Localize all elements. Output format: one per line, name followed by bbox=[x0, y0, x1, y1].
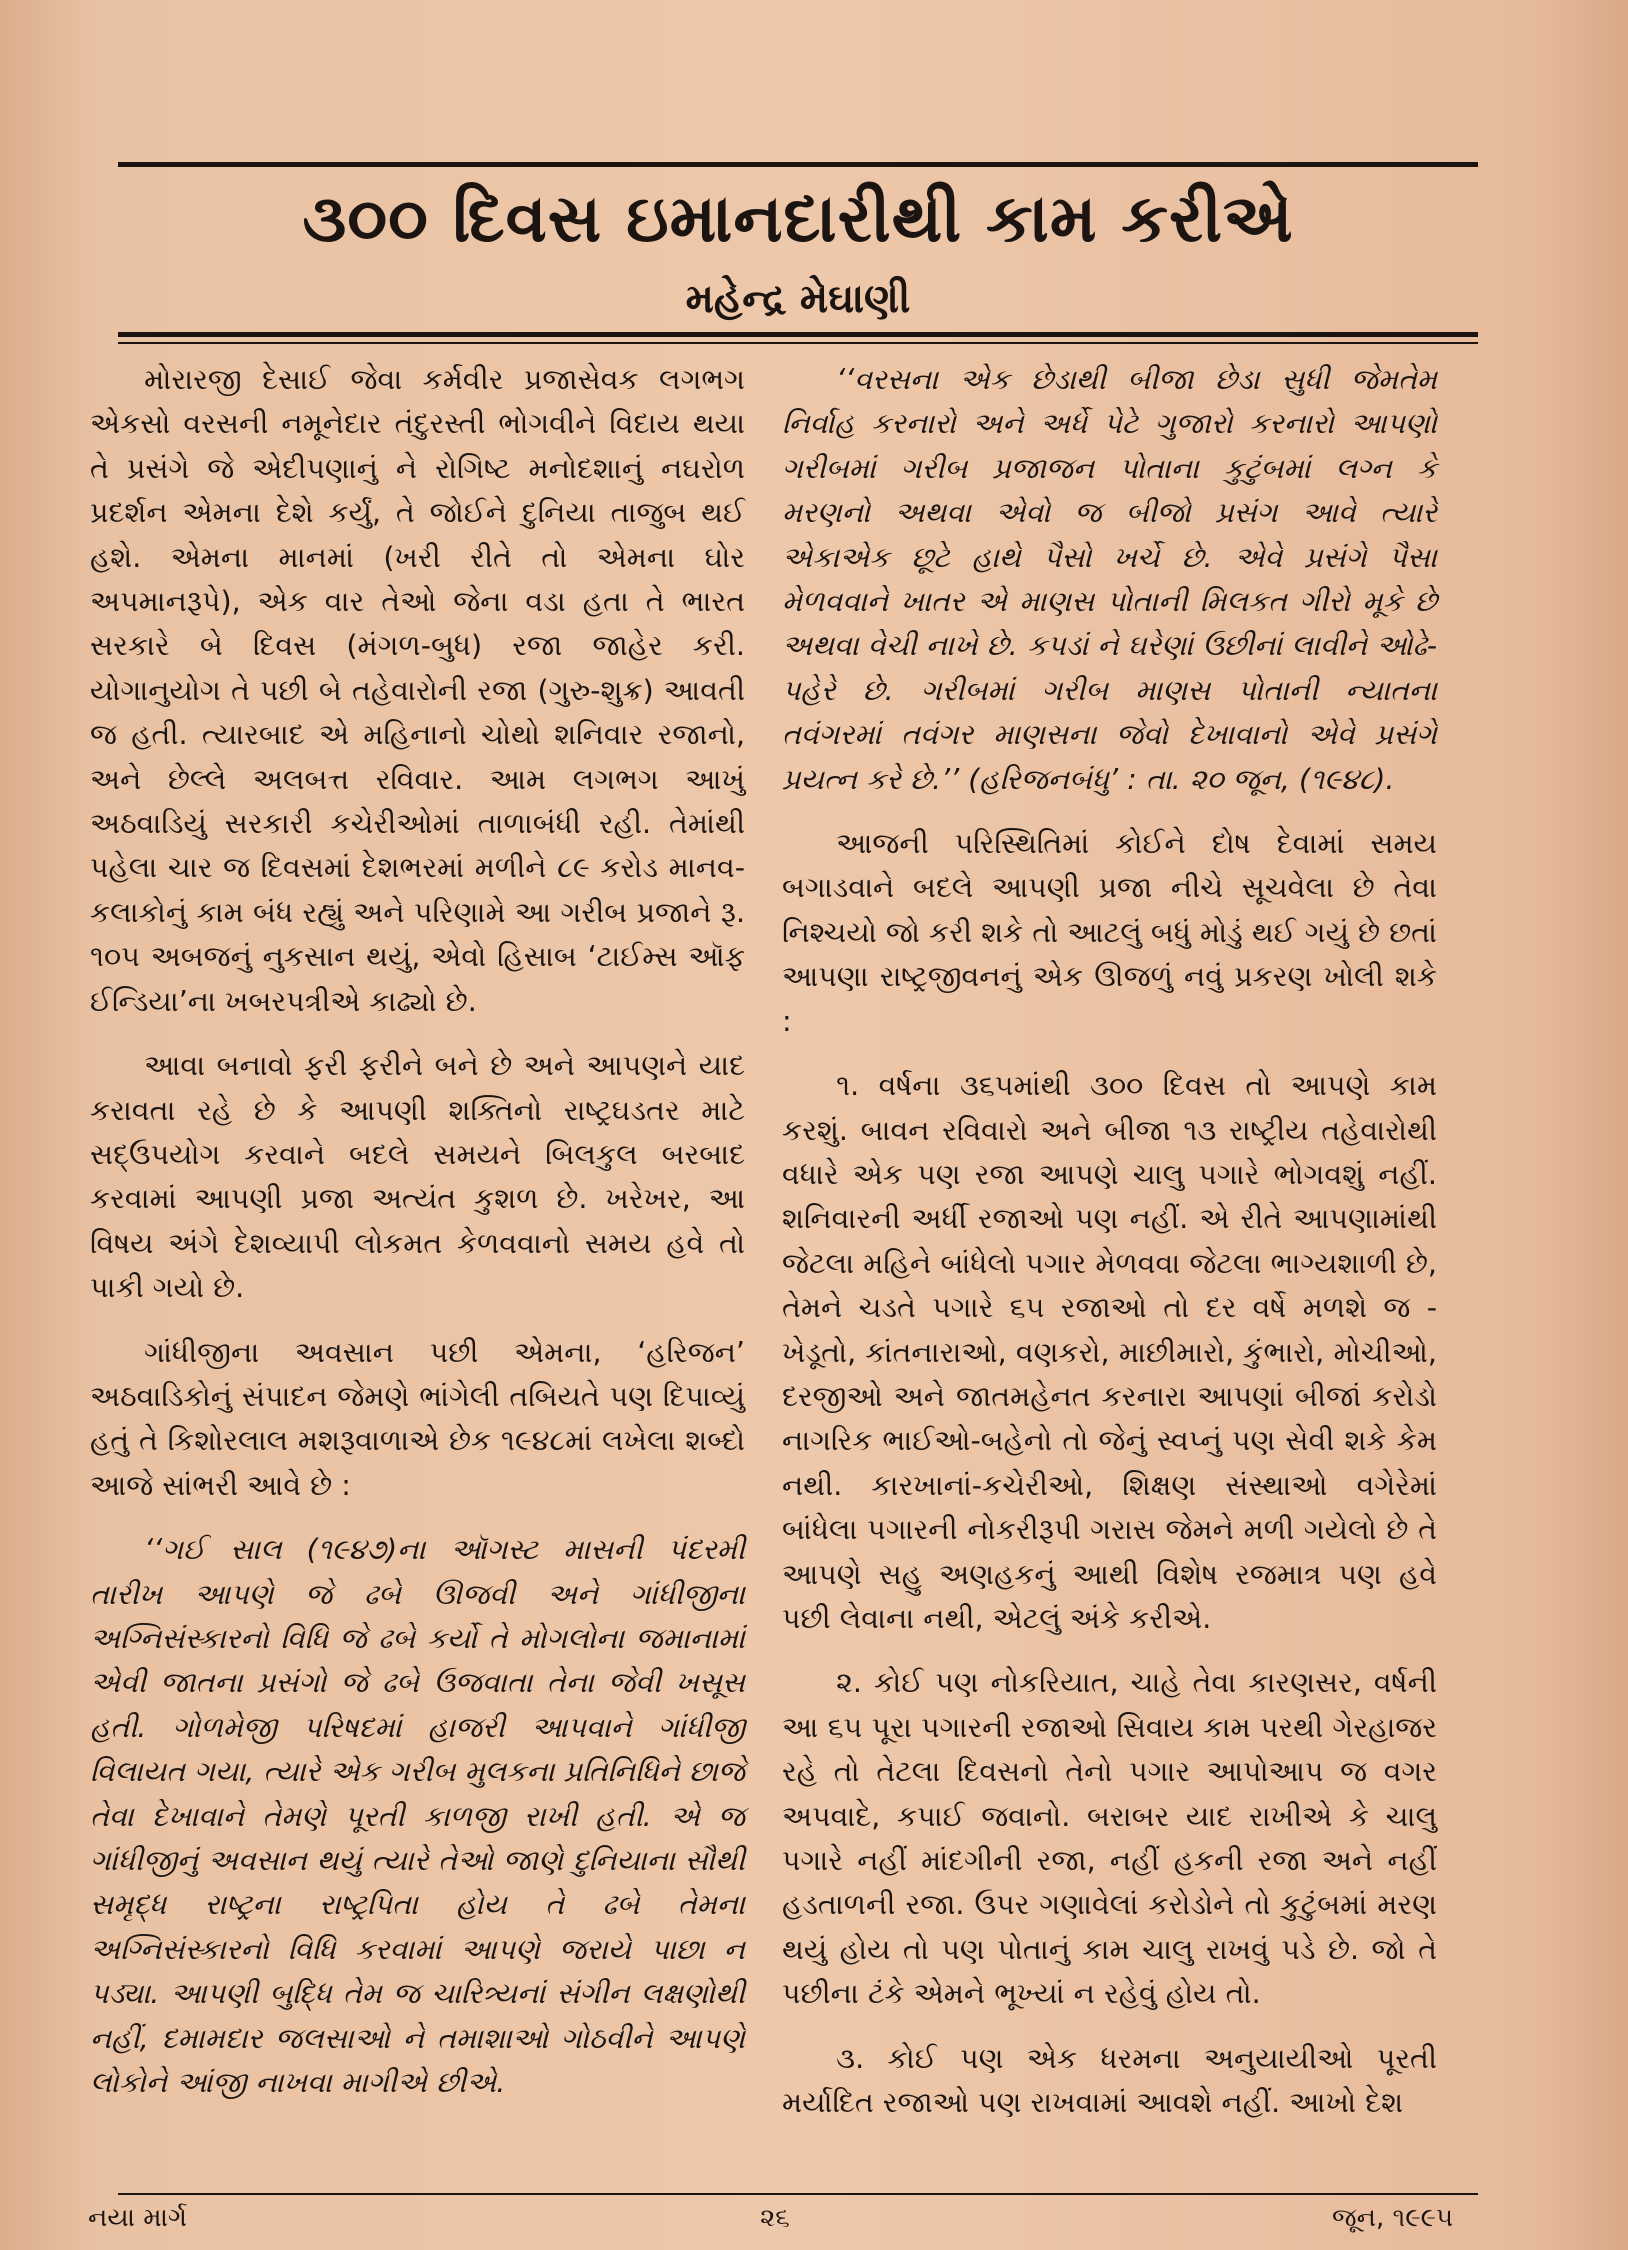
footer-date: જૂન, ૧૯૯૫ bbox=[1332, 2203, 1454, 2233]
footer-rule bbox=[118, 2193, 1478, 2195]
paragraph: મોરારજી દેસાઈ જેવા કર્મવીર પ્રજાસેવક લગભગ એકસો વરસની નમૂનેદાર તંદુરસ્તી ભોગવીને વિદાય થયા તે પ્રસંગે જે એદીપણાનું ને રોગિષ્ટ મનોદશાનું નઘરોળ પ્રદર્શન એમના દેશે કર્યું, તે જોઈને દુનિયા તાજુબ થઈ હશે. એમના માનમાં (ખરી રીતે તો એમના ઘોર અપમાનરૂપે), એક વાર તેઓ જેના વડા હતા તે ભારત સરકારે બે દિવસ (મંગળ-બુધ) રજા જાહેર કરી. યોગાનુયોગ તે પછી બે તહેવારોની રજા (ગુરુ-શુક્ર) આવતી જ હતી. ત્યારબાદ એ મહિનાનો ચોથો શનિવાર રજાનો, અને છેલ્લે અલબત્ત રવિવાર. આમ લગભગ આખું અઠવાડિયું સરકારી કચેરીઓમાં તાળાબંધી રહી. તેમાંથી પહેલા ચાર જ દિવસમાં દેશભરમાં મળીને ૮૯ કરોડ માનવ-કલાકોનું કામ બંધ રહ્યું અને પરિણામે આ ગરીબ પ્રજાને રૂ. ૧૦૫ અબજનું નુકસાન થયું, એવો હિસાબ ‘ટાઈમ્સ ઑફ ઈન્ડિયા’ના ખબરપત્રીએ કાઢ્યો છે. bbox=[90, 363, 745, 1018]
header-rule-thin bbox=[118, 342, 1478, 344]
paragraph: ૧. વર્ષના ૩૬૫માંથી ૩૦૦ દિવસ તો આપણે કામ કરશું. બાવન રવિવારો અને બીજા ૧૩ રાષ્ટ્રીય તહેવારોથી વધારે એક પણ રજા આપણે ચાલુ પગારે ભોગવશું નહીં. શનિવારની અર્ધી રજાઓ પણ નહીં. એ રીતે આપણામાંથી જેટલા મહિને બાંધેલો પગાર મેળવવા જેટલા ભાગ્યશાળી છે, તેમને ચડતે પગારે ૬૫ રજાઓ તો દર વર્ષે મળશે જ - ખેડૂતો, કાંતનારાઓ, વણકરો, માછીમારો, કુંભારો, મોચીઓ, દરજીઓ અને જાતમહેનત કરનારા આપણાં બીજાં કરોડો નાગરિક ભાઈઓ-બહેનો તો જેનું સ્વપ્નું પણ સેવી શકે કેમ નથી. કારખાનાં-કચેરીઓ, શિક્ષણ સંસ્થાઓ વગેરેમાં બાંધેલા પગારની નોકરીરૂપી ગરાસ જેમને મળી ગયેલો છે તે આપણે સહુ અણહકનું આથી વિશેષ રજમાત્ર પણ હવે પછી લેવાના નથી, એટલું અંકે કરીએ. bbox=[782, 1069, 1437, 1635]
paragraph: આવા બનાવો ફરી ફરીને બને છે અને આપણને યાદ કરાવતા રહે છે કે આપણી શક્તિનો રાષ્ટ્રઘડતર માટે સદ્ઉપયોગ કરવાને બદલે સમયને બિલકુલ બરબાદ કરવામાં આપણી પ્રજા અત્યંત કુશળ છે. ખરેખર, આ વિષય અંગે દેશવ્યાપી લોકમત કેળવવાનો સમય હવે તો પાકી ગયો છે. bbox=[90, 1049, 745, 1305]
paragraph: ૨. કોઈ પણ નોકરિયાત, ચાહે તેવા કારણસર, વર્ષની આ ૬૫ પૂરા પગારની રજાઓ સિવાય કામ પરથી ગેરહાજર રહે તો તેટલા દિવસનો તેનો પગાર આપોઆપ જ વગર અપવાદે, કપાઈ જવાનો. બરાબર યાદ રાખીએ કે ચાલુ પગારે નહીં માંદગીની રજા, નહીં હકની રજા અને નહીં હડતાળની રજા. ઉપર ગણાવેલાં કરોડોને તો કુટુંબમાં મરણ થયું હોય તો પણ પોતાનું કામ ચાલુ રાખવું પડે છે. જો તે પછીના ટંકે એમને ભૂખ્યાં ન રહેવું હોય તો. bbox=[782, 1666, 1437, 2011]
quote-paragraph: ‘‘વરસના એક છેડાથી બીજા છેડા સુધી જેમતેમ નિર્વાહ કરનારો અને અર્ધે પેટે ગુજારો કરનારો આપણો ગરીબમાં ગરીબ પ્રજાજન પોતાના કુટુંબમાં લગ્ન કે મરણનો અથવા એવો જ બીજો પ્રસંગ આવે ત્યારે એકાએક છૂટે હાથે પૈસો ખર્ચે છે. એવે પ્રસંગે પૈસા મેળવવાને ખાતર એ માણસ પોતાની મિલકત ગીરો મૂકે છે અથવા વેચી નાખે છે. કપડાં ને ઘરેણાં ઉછીનાં લાવીને ઓઢે-પહેરે છે. ગરીબમાં ગરીબ માણસ પોતાની ન્યાતના તવંગરમાં તવંગર માણસના જેવો દેખાવાનો એવે પ્રસંગે પ્રયત્ન કરે છે.’’ (હરિજનબંધુ’ : તા. ૨૦ જૂન, (૧૯૪૮). bbox=[782, 363, 1437, 796]
article-author: મહેન્દ્ર મેઘાણી bbox=[685, 276, 911, 322]
paragraph: ગાંધીજીના અવસાન પછી એમના, ‘હરિજન’ અઠવાડિકોનું સંપાદન જેમણે ભાંગેલી તબિયતે પણ દિપાવ્યું હતું તે કિશોરલાલ મશરૂવાળાએ છેક ૧૯૪૮માં લખેલા શબ્દો આજે સાંભરી આવે છે : bbox=[90, 1335, 745, 1502]
paragraph: આજની પરિસ્થિતિમાં કોઈને દોષ દેવામાં સમય બગાડવાને બદલે આપણી પ્રજા નીચે સૂચવેલા છે તેવા નિશ્ચયો જો કરી શકે તો આટલું બધું મોડું થઈ ગયું છે છતાં આપણા રાષ્ટ્રજીવનનું એક ઊજળું નવું પ્રકરણ ખોલી શકે : bbox=[782, 827, 1437, 1038]
paragraph: ૩. કોઈ પણ એક ધરમના અનુયાયીઓ પૂરતી મર્યાદિત રજાઓ પણ રાખવામાં આવશે નહીં. આખો દેશ bbox=[782, 2041, 1437, 2120]
right-column bbox=[782, 358, 1437, 2145]
footer-page-number: ૨૬ bbox=[760, 2203, 790, 2233]
article-title: ૩૦૦ દિવસ ઇમાનદારીથી કામ કરીએ bbox=[302, 180, 1294, 257]
left-column bbox=[90, 358, 745, 2125]
footer-magazine-name: નયા માર્ગ bbox=[88, 2203, 188, 2233]
header-rule-thick bbox=[118, 332, 1478, 337]
top-rule bbox=[118, 162, 1478, 167]
quote-paragraph: ‘‘ગઈ સાલ (૧૯૪૭)ના ઑગસ્ટ માસની પંદરમી તારીખ આપણે જે ઢબે ઊજવી અને ગાંધીજીના અગ્નિસંસ્કારનો વિધિ જે ઢબે કર્યો તે મોગલોના જમાનામાં એવી જાતના પ્રસંગો જે ઢબે ઉજવાતા તેના જેવી ખસૂસ હતી. ગોળમેજી પરિષદમાં હાજરી આપવાને ગાંધીજી વિલાયત ગયા, ત્યારે એક ગરીબ મુલકના પ્રતિનિધિને છાજે તેવા દેખાવાને તેમણે પૂરતી કાળજી રાખી હતી. એ જ ગાંધીજીનું અવસાન થયું ત્યારે તેઓ જાણે દુનિયાના સૌથી સમૃદ્ધ રાષ્ટ્રના રાષ્ટ્રપિતા હોય તે ઢબે તેમના અગ્નિસંસ્કારનો વિધિ કરવામાં આપણે જરાયે પાછા ન પડ્યા. આપણી બુદ્ધિ તેમ જ ચારિત્ર્યનાં સંગીન લક્ષણોથી નહીં, દમામદાર જલસાઓ ને તમાશાઓ ગોઠવીને આપણે લોકોને આંજી નાખવા માગીએ છીએ. bbox=[90, 1533, 745, 2100]
